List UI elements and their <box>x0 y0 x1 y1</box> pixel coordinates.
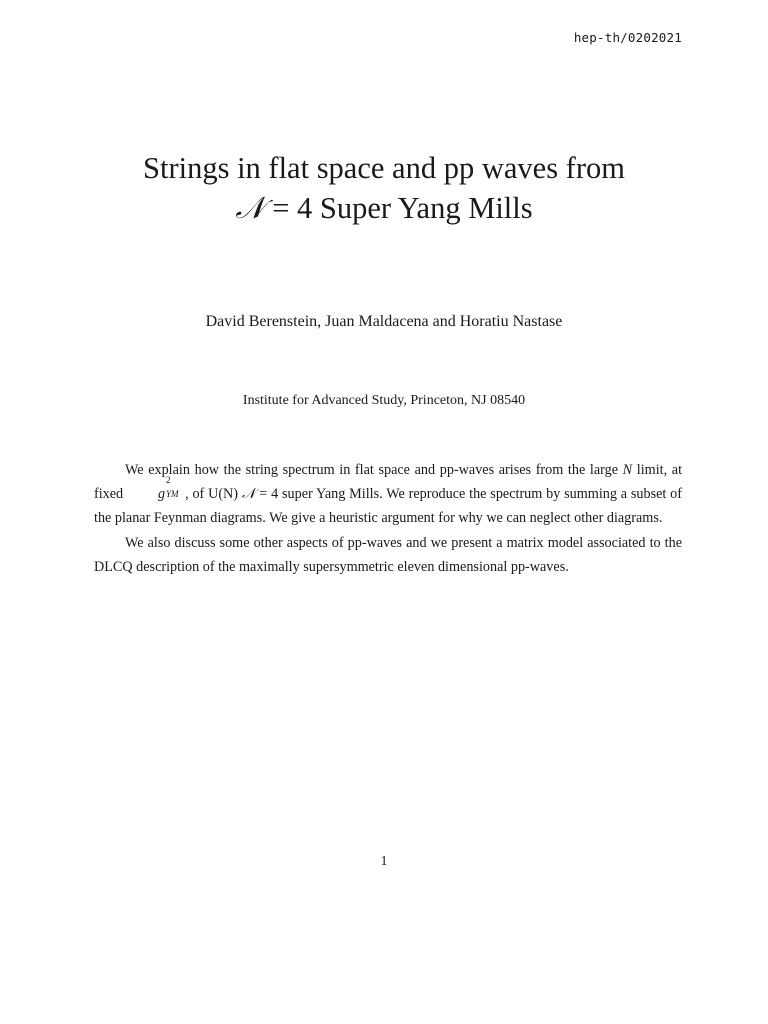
affiliation: Institute for Advanced Study, Princeton, NJ 08540 <box>242 393 526 408</box>
math-g-ym-squared: g 2 YM <box>157 475 179 503</box>
title-line-2 <box>0 188 768 229</box>
abstract <box>94 458 682 579</box>
title-line-1: Strings in flat space and pp waves from <box>143 151 625 185</box>
math-N: N <box>622 462 633 478</box>
author-list: David Berenstein, Juan Maldacena and Horatiu Nastase <box>205 313 563 330</box>
abstract-paragraph-2: We also discuss some other aspects of pp-waves and we present a matrix model associated to the DLCQ description of the maximally supersymmetric eleven dimensional pp-waves. <box>94 534 682 575</box>
math-calN: 𝒩 <box>241 486 256 503</box>
page-number: 1 <box>380 854 388 869</box>
preprint-id: hep-th/0202021 <box>573 30 682 45</box>
title-calN-symbol: 𝒩 <box>235 191 265 226</box>
abstract-paragraph-1: We explain how the string spectrum in flat space and pp-waves arises from the large N limit, at fixed g 2 YM , of U(N) 𝒩 = 4 super Yang Mills. We reproduce the spectrum by summing a subset of the planar Feynman diagrams. We give a heuristic argument for why we can neglect other diagrams. <box>94 462 683 527</box>
paper-title <box>0 148 768 229</box>
title-line-2-rest: = 4 Super Yang Mills <box>264 191 533 225</box>
